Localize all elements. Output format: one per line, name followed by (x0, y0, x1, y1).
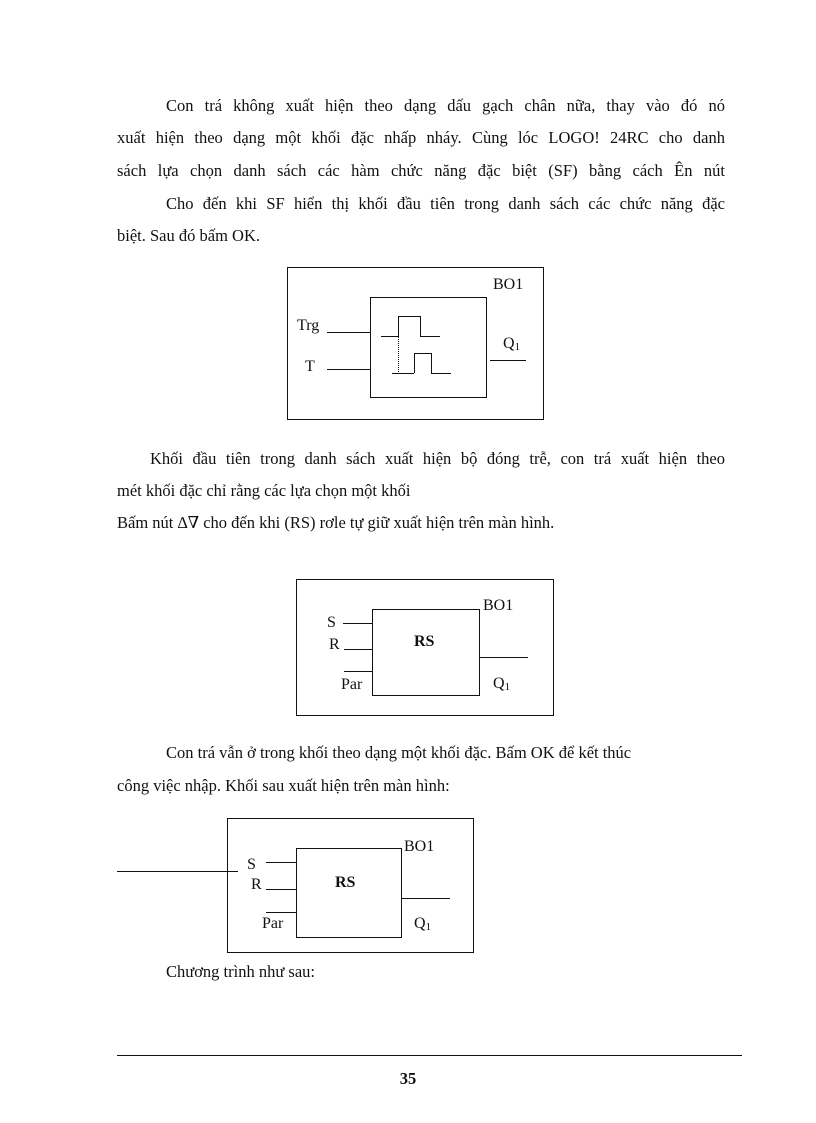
rs-1-input-r-label: R (329, 636, 340, 653)
p1-line1: Con trá không xuất hiện theo dạng dấu gạch chân nữa, thay vào đó nó (166, 96, 725, 115)
p5-line1: Chương trình như sau: (166, 962, 315, 981)
timer-block-id: BO1 (493, 276, 524, 293)
rs-block-1-id: BO1 (483, 597, 514, 614)
footer-rule (117, 1055, 742, 1056)
out-waveform-rise (414, 353, 415, 373)
out-waveform-low-left (392, 373, 414, 374)
delay-marker-line (398, 336, 399, 372)
timer-block (370, 297, 487, 398)
rs-2-external-input-wire (117, 871, 238, 872)
rs-1-output-wire (480, 657, 528, 658)
out-waveform-fall (431, 353, 432, 373)
p3-line1: Khối đầu tiên trong danh sách xuất hiện bộ đóng trễ, con trá xuất hiện theo (150, 449, 725, 468)
timer-input-t-wire (327, 369, 370, 370)
out-waveform-high (414, 353, 431, 354)
rs-2-input-r-label: R (251, 876, 262, 893)
timer-output-label: Q1 (503, 335, 521, 353)
p3-line3: Bấm nút ∆∇ cho đến khi (RS) rơle tự giữ xuất hiện trên màn hình. (117, 513, 555, 532)
out-waveform-low-right (431, 373, 451, 374)
page-number: 35 (399, 1069, 417, 1088)
trg-waveform-rise (398, 316, 399, 336)
rs-1-input-r-wire (344, 649, 372, 650)
rs-1-input-s-label: S (327, 614, 336, 631)
rs-2-input-par-label: Par (262, 915, 284, 932)
trg-waveform-fall (420, 316, 421, 336)
rs-2-input-s-wire (266, 862, 296, 863)
rs-2-input-r-wire (266, 889, 296, 890)
timer-input-t-label: T (305, 358, 315, 375)
timer-input-trg-wire (327, 332, 370, 333)
rs-2-input-s-label: S (247, 856, 256, 873)
p1-line2: xuất hiện theo dạng một khối đặc nhấp nháy. Cùng lóc LOGO! 24RC cho danh (117, 128, 725, 147)
rs-1-input-par-wire (344, 671, 372, 672)
rs-block-2-id: BO1 (404, 838, 435, 855)
p4-line2: công việc nhập. Khối sau xuất hiện trên màn hình: (117, 776, 450, 795)
p1-line3: sách lựa chọn danh sách các hàm chức năng đặc biệt (SF) bằng cách Ên nút (117, 161, 725, 180)
rs-1-input-par-label: Par (341, 676, 363, 693)
p2-line2: biệt. Sau đó bấm OK. (117, 226, 260, 245)
rs-2-input-par-wire (266, 912, 296, 913)
rs-block-2 (296, 848, 402, 938)
p4-line1: Con trá vẫn ở trong khối theo dạng một khối đặc. Bấm OK để kết thúc (166, 743, 632, 762)
trg-waveform-high (398, 316, 420, 317)
rs-2-output-label: Q1 (414, 915, 432, 933)
rs-1-output-label: Q1 (493, 675, 511, 693)
rs-2-output-wire (402, 898, 450, 899)
timer-input-trg-label: Trg (297, 317, 320, 334)
trg-waveform-low-left (381, 336, 398, 337)
rs-1-input-s-wire (343, 623, 372, 624)
timer-output-wire (490, 360, 526, 361)
rs-block-1-title: RS (414, 633, 435, 650)
trg-waveform-low-right (420, 336, 440, 337)
p3-line2: mét khối đặc chỉ rằng các lựa chọn một khối (117, 481, 411, 500)
p2-line1: Cho đến khi SF hiển thị khối đầu tiên trong danh sách các chức năng đặc (166, 194, 725, 213)
rs-block-1 (372, 609, 480, 696)
rs-block-2-title: RS (335, 874, 356, 891)
